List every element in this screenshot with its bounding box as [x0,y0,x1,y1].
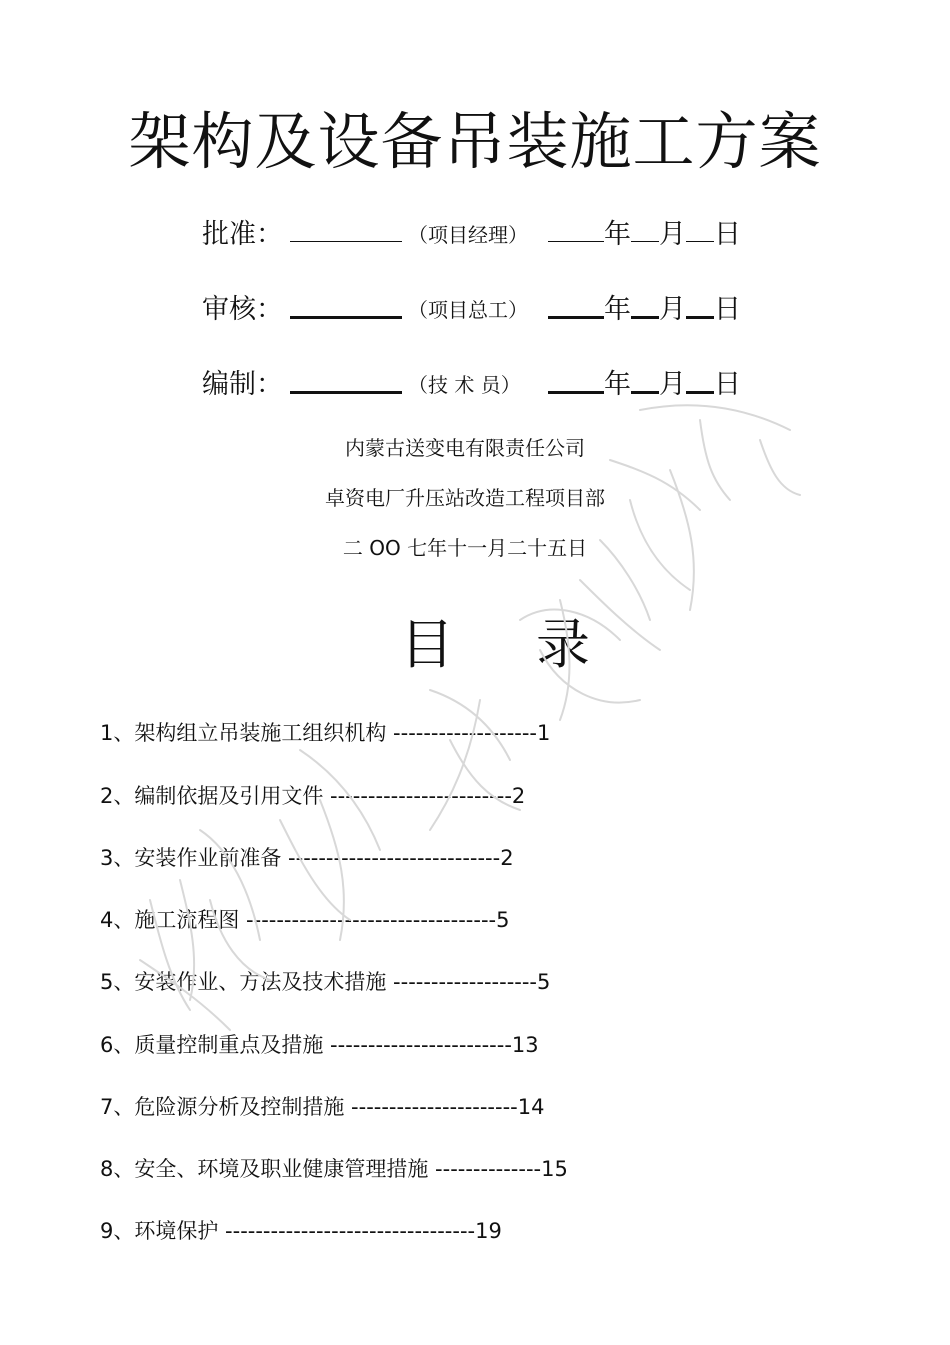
review-role: （项目总工） [408,298,528,322]
approval-date: 年 月 日 [548,215,741,255]
document-date: 二 OO 七年十一月二十五日 [342,536,588,560]
toc-item[interactable]: 1、架构组立吊装施工组织机构 -------------------1 [100,721,551,745]
toc-item[interactable]: 8、安全、环境及职业健康管理措施 --------------15 [100,1157,568,1181]
approval-role: （项目经理） [408,223,528,247]
toc-item[interactable]: 9、环境保护 ---------------------------------19 [100,1219,502,1243]
compile-date: 年 月 日 [548,365,741,405]
toc-item[interactable]: 2、编制依据及引用文件 ------------------------2 [100,784,526,808]
compile-role: （技 术 员） [408,373,521,397]
toc-item[interactable]: 5、安装作业、方法及技术措施 -------------------5 [100,970,551,994]
review-date: 年 月 日 [548,290,741,330]
toc-item[interactable]: 7、危险源分析及控制措施 ----------------------14 [100,1095,545,1119]
company-name: 内蒙古送变电有限责任公司 [345,436,585,460]
toc-item[interactable]: 6、质量控制重点及措施 ------------------------13 [100,1033,539,1057]
document-title: 架构及设备吊装施工方案 [128,105,822,178]
approval-label: 批准： [202,219,283,250]
compile-label: 编制： [202,369,283,400]
toc-title: 目 录 [400,613,590,676]
toc-item[interactable]: 4、施工流程图 ---------------------------------5 [100,908,510,932]
toc-item[interactable]: 3、安装作业前准备 ----------------------------2 [100,846,514,870]
review-label: 审核： [202,294,283,325]
department-name: 卓资电厂升压站改造工程项目部 [325,486,605,510]
